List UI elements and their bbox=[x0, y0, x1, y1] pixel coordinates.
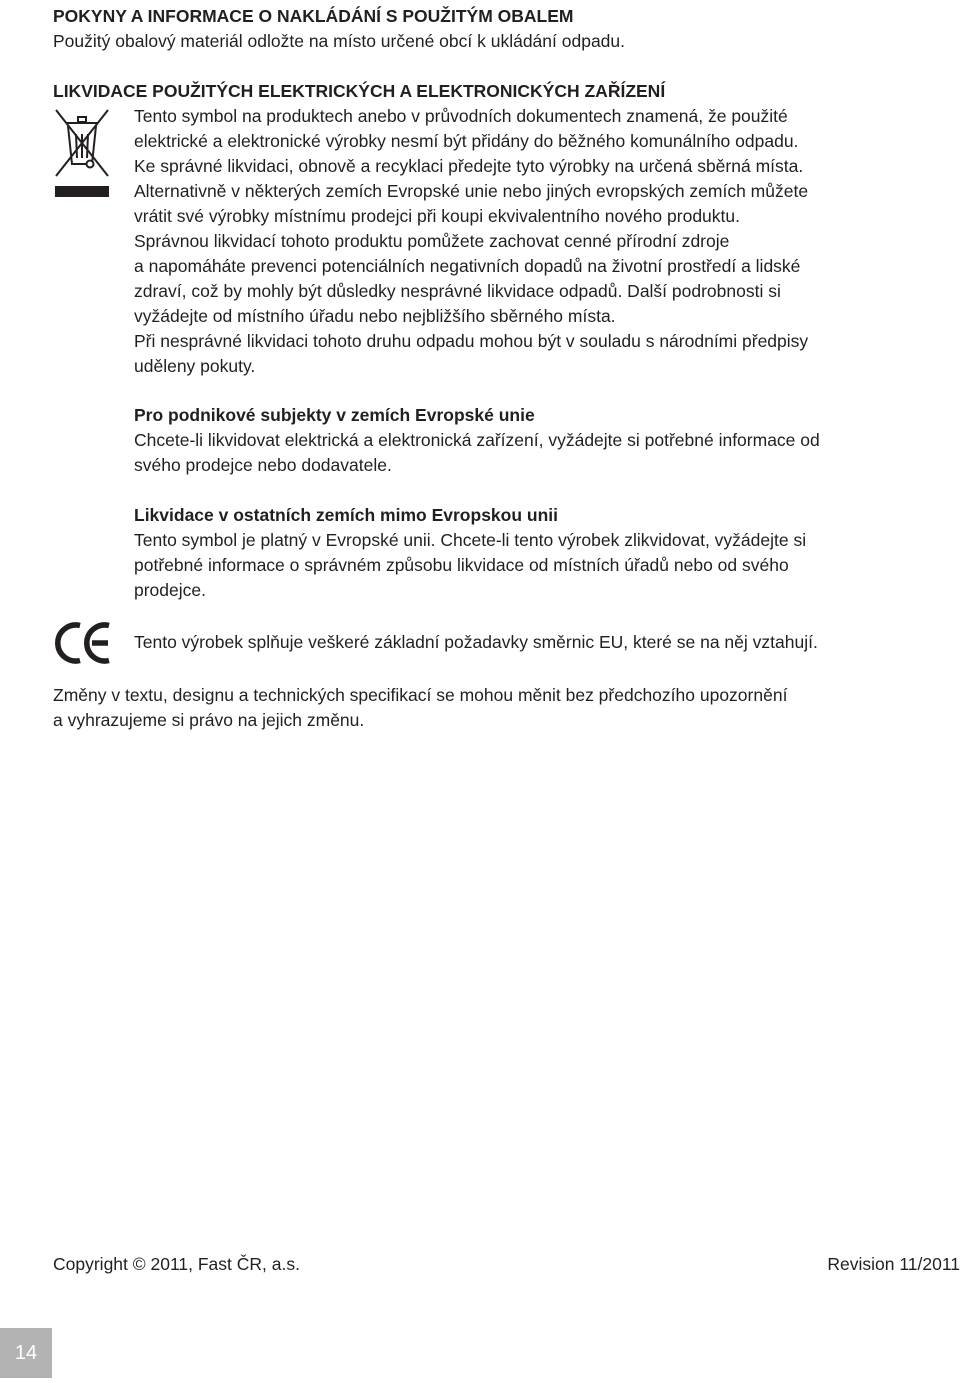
changes-notice bbox=[53, 683, 953, 733]
business-section bbox=[134, 403, 954, 478]
copyright-text: Copyright © 2011, Fast ČR, a.s. bbox=[53, 1254, 300, 1274]
footer bbox=[53, 1252, 960, 1277]
weee-line: Při nesprávné likvidaci tohoto druhu odpadu mohou být v souladu s národními předpisy bbox=[134, 331, 809, 351]
weee-line: vyžádejte od místního úřadu nebo nejbližšího sběrného místa. bbox=[134, 306, 616, 326]
weee-line: uděleny pokuty. bbox=[134, 356, 256, 376]
weee-line: Ke správné likvidaci, obnově a recyklaci předejte tyto výrobky na určená sběrná místa. bbox=[134, 156, 804, 176]
revision-text: Revision 11/2011 bbox=[827, 1254, 960, 1274]
page-number: 14 bbox=[0, 1328, 52, 1378]
weee-line: elektrické a elektronické výrobky nesmí být přidány do běžného komunálního odpadu. bbox=[134, 131, 799, 151]
outside-eu-line: Tento symbol je platný v Evropské unii. Chcete-li tento výrobek zlikvidovat, vyžádejte si bbox=[134, 530, 807, 550]
outside-eu-section bbox=[134, 503, 954, 603]
business-line: Chcete-li likvidovat elektrická a elektronická zařízení, vyžádejte si potřebné informace od bbox=[134, 430, 820, 450]
changes-line: Změny v textu, designu a technických specifikací se mohou měnit bez předchozího upozornění bbox=[53, 685, 788, 705]
changes-line: a vyhrazujeme si právo na jejich změnu. bbox=[53, 710, 365, 730]
ce-text: Tento výrobek splňuje veškeré základní požadavky směrnic EU, které se na něj vztahují. bbox=[134, 632, 818, 652]
weee-heading: LIKVIDACE POUŽITÝCH ELEKTRICKÝCH A ELEKTRONICKÝCH ZAŘÍZENÍ bbox=[53, 81, 666, 101]
weee-text bbox=[134, 104, 954, 379]
weee-line: a napomáháte prevenci potenciálních negativních dopadů na životní prostředí a lidské bbox=[134, 256, 801, 276]
business-heading: Pro podnikové subjekty v zemích Evropské unie bbox=[134, 405, 535, 425]
packaging-heading: POKYNY A INFORMACE O NAKLÁDÁNÍ S POUŽITÝM OBALEM bbox=[53, 6, 574, 26]
packaging-section bbox=[53, 4, 953, 54]
crossed-out-bin-icon bbox=[52, 106, 112, 202]
ce-mark-icon bbox=[54, 621, 112, 665]
business-line: svého prodejce nebo dodavatele. bbox=[134, 455, 392, 475]
packaging-text: Použitý obalový materiál odložte na místo určené obcí k ukládání odpadu. bbox=[53, 31, 626, 51]
outside-eu-heading: Likvidace v ostatních zemích mimo Evropskou unii bbox=[134, 505, 558, 525]
outside-eu-line: prodejce. bbox=[134, 580, 206, 600]
weee-line: zdraví, což by mohly být důsledky nesprávné likvidace odpadů. Další podrobnosti si bbox=[134, 281, 781, 301]
weee-line: vrátit své výrobky místnímu prodejci při koupi ekvivalentního nového produktu. bbox=[134, 206, 740, 226]
weee-line: Alternativně v některých zemích Evropské unie nebo jiných evropských zemích můžete bbox=[134, 181, 809, 201]
outside-eu-line: potřebné informace o správném způsobu likvidace od místních úřadů nebo od svého bbox=[134, 555, 789, 575]
weee-line: Tento symbol na produktech anebo v průvodních dokumentech znamená, že použité bbox=[134, 106, 788, 126]
weee-line: Správnou likvidací tohoto produktu pomůžete zachovat cenné přírodní zdroje bbox=[134, 231, 730, 251]
